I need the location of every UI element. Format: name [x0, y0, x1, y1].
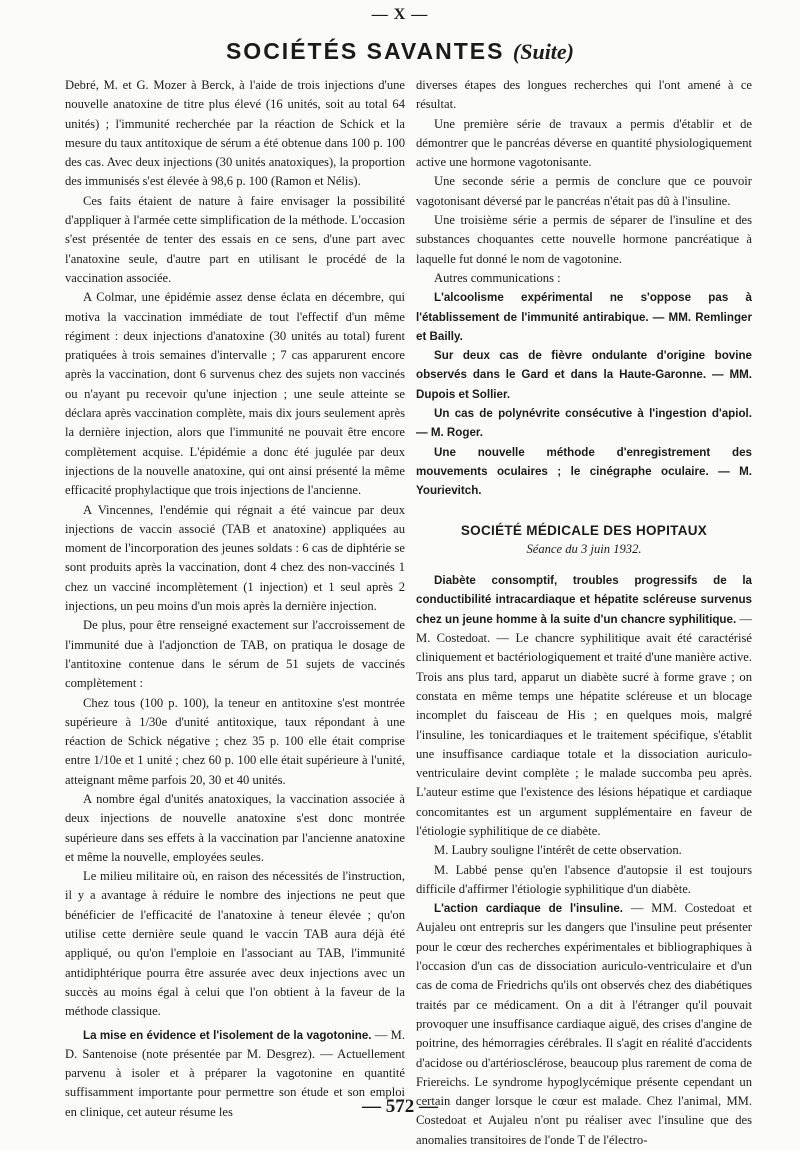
- page-heading: [0, 38, 800, 65]
- section-date: Séance du 3 juin 1932.: [526, 541, 642, 556]
- paragraph: A nombre égal d'unités anatoxiques, la vaccination associée à deux injections de nouvelle anatoxine s'est donc montrée supérieure dans ses effets à la vaccination par l'ancienne anatoxine et même la nouvelle, employées seules.: [65, 791, 405, 864]
- article-title: Diabète consomptif, troubles progressifs de la conductibilité intracardiaque et hépatite scléreuse survenus chez un jeune homme à la suite d'un chancre syphilitique.: [416, 574, 752, 626]
- article-author: — MM. Costedoat et Aujaleu: [416, 901, 752, 935]
- article-title: L'action cardiaque de l'insuline.: [434, 902, 624, 916]
- article-author: — M. Costedoat. —: [416, 611, 752, 646]
- article-text: Actuellement parvenu à isoler et à préparer la vagotonine en quantité suffisamment importante pour permettre son étude et son emploi en clinique, cet auteur résume les: [65, 1046, 405, 1119]
- heading-suffix: (Suite): [512, 39, 575, 64]
- communication-item: L'alcoolisme expérimental ne s'oppose pas à l'établissement de l'immunité antirabique. — MM. Remlinger et Bailly.: [416, 291, 752, 343]
- paragraph: Une troisième série a permis de séparer de l'insuline et des substances choquantes cette nouvelle hormone pancréatique à laquelle fut donné le nom de vagotonine.: [416, 213, 752, 266]
- paragraph: Ces faits étaient de nature à faire envisager la possibilité d'appliquer à l'armée cette simplification de la méthode. L'occasion s'est présentée de tenter des essais en ce sens, d'une part avec l'anatoxine seule, d'autre part en utilisant le procédé de la vaccination associée.: [65, 193, 405, 285]
- article-title: La mise en évidence et l'isolement de la vagotonine.: [83, 1028, 372, 1042]
- article-diabete: [416, 571, 752, 841]
- paragraph: Autres communications :: [434, 270, 561, 285]
- paragraph: A Colmar, une épidémie assez dense éclata en décembre, qui motiva la vaccination immédiate de tout l'effectif d'un même régiment : deux injections d'anatoxine (30 unités au total) furent pratiquées à trois semaines d'intervalle ; 7 cas apparurent encore après la vaccination, dont 6 survenus chez des sujets non vaccinés ou n'ayant pu recevoir qu'une injection ; une seule atteinte se déclara après vaccination complète, mais dix jours seulement après la dernière injection, alors que l'immunité ne pouvait être encore complètement acquise. L'épidémie a donc été jugulée par deux injections de la nouvelle anatoxine, qui ont ainsi présenté la même efficacité prophylactique que trois injections de l'ancienne.: [65, 290, 405, 498]
- communication-item: Une nouvelle méthode d'enregistrement des mouvements oculaires ; le cinégraphe oculaire. — M. Yourievitch.: [416, 445, 752, 498]
- heading-title: SOCIÉTÉS SAVANTES: [225, 38, 505, 64]
- paragraph: Une seconde série a permis de conclure que ce pouvoir vagotonisant déversé par le pancréas n'était pas dû à l'insuline.: [416, 174, 752, 208]
- communication-item: Un cas de polynévrite consécutive à l'ingestion d'apiol. — M. Roger.: [416, 407, 752, 440]
- paragraph: A Vincennes, l'endémie qui régnait a été vaincue par deux injections de vaccin associé (TAB et anatoxine) appliquées au moment de l'incorporation des jeunes soldats : 6 cas de diphtérie se sont produits après la vaccination, dont 4 chez des non-vaccinés 1 chez un vacciné incomplètement (1 injection) et 1 seul après 2 injections, un peu moins d'un mois après la dernière injection.: [65, 502, 405, 614]
- left-column: [65, 76, 405, 1122]
- remark: M. Labbé pense qu'en l'absence d'autopsie il est toujours difficile d'affirmer l'étiologie syphilitique d'un diabète.: [416, 862, 752, 896]
- paragraph: Le milieu militaire où, en raison des nécessités de l'instruction, il y a avantage à réduire le nombre des injections ne peut que bénéficier de l'efficacité de l'anatoxine à teneur élevée ; qu'on utilise cette dernière seule quand le vaccin TAB aura déjà été appliqué, ou qu'on l'emploie en l'associant au TAB, l'immunité antidiphtérique pourra être assurée avec deux injections avec un succès au moins égal à celui que l'on obtient à la faveur de la méthode classique.: [65, 869, 405, 1019]
- page-roman-numeral: — X —: [371, 6, 429, 23]
- article-author: — M. D. Santenoise (note présentée par M. Desgrez). —: [65, 1027, 406, 1061]
- page-number: — 572 —: [362, 1096, 438, 1117]
- remark: M. Laubry souligne l'intérêt de cette observation.: [434, 843, 682, 858]
- article-text: ont entrepris sur les dangers que l'insuline peut présenter pour le cœur des recherches expérimentales et bibliographiques à l'occasion d'un cas de dissociation auriculo-ventriculaire et d'un cas de coma de Friedrichs qu'ils ont observés chez des diabétiques traités par ce médicament. On a dit à l'étranger qu'il pouvait provoquer une insuffisance cardiaque aiguë, des crises d'angine de poitrine, des hémorragies cérébrales. Il s'agit en réalité d'accidents d'acidose ou d'artériosclérose, beaucoup plus rarement de coma de Friereichs. Le syndrome hypoglycémique présente cependant un certain danger lorsque le cœur est malade. Chez l'animal, MM. Costedoat et Aujaleu n'ont pu réaliser avec l'insuline que des anomalies transitoires de l'onde T de l'électro-: [416, 920, 752, 1147]
- paragraph: Chez tous (100 p. 100), la teneur en antitoxine s'est montrée supérieure à 1/30e d'unité antitoxique, taux répondant à une réaction de Schick négative ; chez 35 p. 100 elle était comprise entre 1/10e et 1 unité ; chez 60 p. 100 elle était supérieure à l'unité, atteignant même parfois 20, 30 et 40 unités.: [65, 695, 405, 787]
- paragraph: diverses étapes des longues recherches qui l'ont amené à ce résultat.: [416, 78, 752, 112]
- section-title: SOCIÉTÉ MÉDICALE DES HOPITAUX: [460, 522, 708, 538]
- right-column: [416, 76, 752, 1150]
- paragraph: De plus, pour être renseigné exactement sur l'accroissement de l'immunité due à l'adjonction de TAB, on pratiqua le dosage de l'antitoxine contenue dans le sérum de 51 sujets de vaccinés complètement :: [65, 618, 405, 691]
- paragraph: Une première série de travaux a permis d'établir et de démontrer que le pancréas déverse en quantité physiologiquement active une hormone vagotonisante.: [416, 116, 752, 170]
- paragraph: Debré, M. et G. Mozer à Berck, à l'aide de trois injections d'une nouvelle anatoxine de titre plus élevé (16 unités, soit au total 64 unités) ; l'immunité recherchée par la réaction de Schick et la mesure du taux antitoxique de sérum a été obtenue dans 100 p. 100 des cas. Avec deux injections (30 unités anatoxiques), la proportion des immunisés s'est élevée à 98,6 p. 100 (Ramon et Nélis).: [65, 78, 405, 189]
- article-text: Le chancre syphilitique avait été caractérisé cliniquement et bactériologiquement et traité d'une manière active. Trois ans plus tard, apparut un diabète sucré à forme grave ; on constata en même temps une hépatite scléreuse et un blocage incomplet du faisceau de His ; en quelques mois, malgré l'insuline, les tonicardiaques et le traitement spécifique, s'établit une insuffisance cardiaque totale et la dissociation auriculo-ventriculaire devint complète ; le malade succomba peu après. L'auteur estime que l'existence des lésions hépatique et cardiaque concomitantes est un argument supplémentaire en faveur de l'étiologie syphilitique de ce diabète.: [416, 631, 752, 838]
- communication-item: Sur deux cas de fièvre ondulante d'origine bovine observés dans le Gard et dans la Haute-Garonne. — MM. Dupois et Sollier.: [416, 349, 752, 401]
